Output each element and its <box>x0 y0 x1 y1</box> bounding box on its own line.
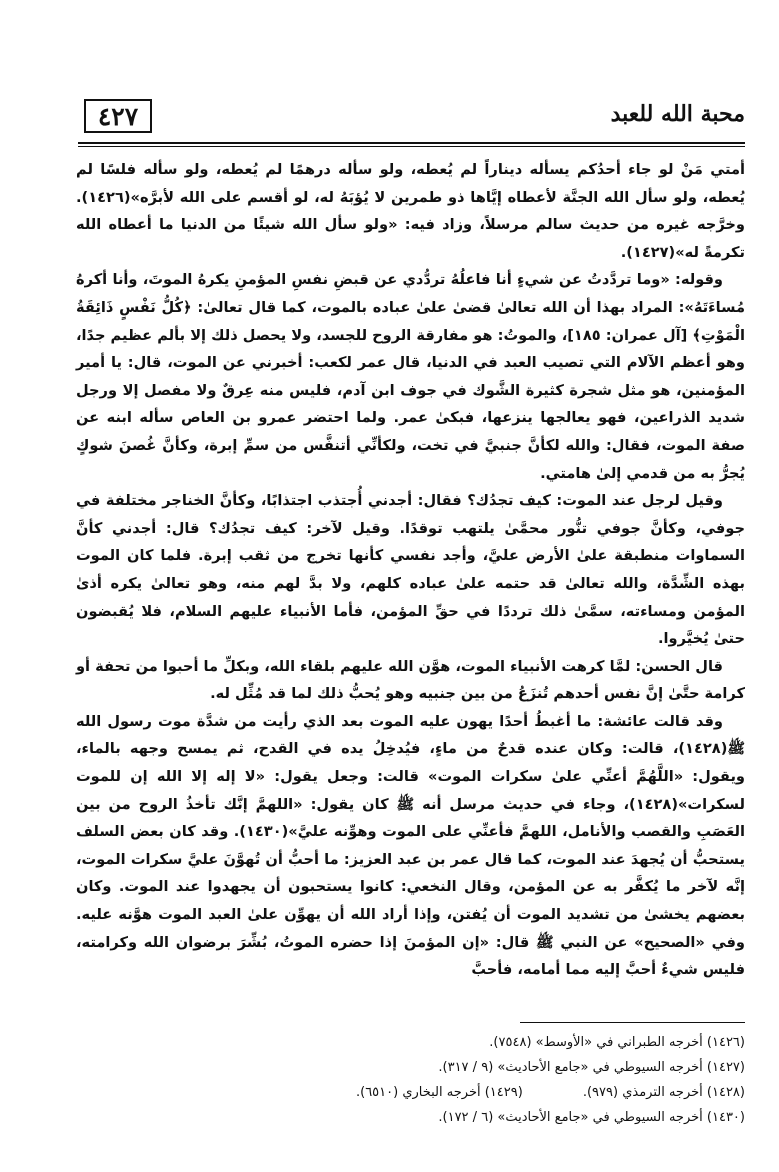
paragraph: وقيل لرجل عند الموت: كيف تجدُك؟ فقال: أجدني أُجتذب اجتذابًا، وكأنَّ الخناجر مختلفة في جوفي، وكأنَّ جوفي تنُّور محمَّىٰ يلتهب توقدًا. وقيل لآخر: كيف تجدُك؟ قال: أجدني كأنَّ السماوات منطبقة علىٰ الأرض عليَّ، وأجد نفسي كأنها تخرج من ثقب إبرة. فلما كان الموت بهذه الشِّدَّة، والله تعالىٰ قد حتمه علىٰ عباده كلهم، ولا بدَّ لهم منه، وهو تعالىٰ يكره أذىٰ المؤمن ومساءته، سمَّىٰ ذلك ترددًا في حقِّ المؤمن، فأما الأنبياء عليهم السلام، فلا يُقبضون حتىٰ يُخيَّروا. <box>76 492 745 648</box>
running-title: محبة الله للعبد <box>610 101 745 127</box>
footnote: (١٤٢٧) أخرجه السيوطي في «جامع الأحاديث» (٩ / ٣١٧). <box>438 1060 745 1075</box>
footnote: (١٤٢٩) أخرجه البخاري (٦٥١٠). <box>355 1085 523 1100</box>
paragraph: أمتي مَنْ لو جاء أحدُكم يسأله ديناراً لم يُعطه، ولو سأله درهمًا لم يُعطه، ولو سأله فلسًا لم يُعطه، ولو سأل الله الجنَّة لأعطاه إيَّاها ذو طمرين لا يُؤبَهُ له، لو أقسم على الله لأبرَّه»(١٤٢٦). وخرَّجه غيره من حديث سالم مرسلاً، وزاد فيه: «ولو سأل الله شيئًا من الدنيا ما أعطاه الله تكرمةً له»(١٤٢٧). <box>76 161 745 261</box>
page-number: ٤٢٧ <box>84 99 152 133</box>
footnote: (١٤٢٦) أخرجه الطبراني في «الأوسط» (٧٥٤٨). <box>489 1035 745 1050</box>
footnote-row <box>76 1080 745 1105</box>
paragraph: وقوله: «وما تردَّدتُ عن شيءٍ أنا فاعلُهُ تردُّدي عن قبضِ نفسِ المؤمنِ يكرهُ الموتَ، وأنا أكرهُ مُساءَتَهُ»: المراد بهذا أن الله تعالىٰ قضىٰ علىٰ عباده بالموت، كما قال تعالىٰ: ﴿كُلُّ نَفْسٍ ذَائِقَةُ الْمَوْتِ﴾ [آل عمران: ١٨٥]، والموتُ: هو مفارقة الروح للجسد، ولا يحصل ذلك إلا بألم عظيم جدًا، وهو أعظم الآلام التي تصيب العبد في الدنيا، قال عمر لكعب: أخبرني عن الموت، قال: يا أمير المؤمنين، هو مثل شجرة كثيرة الشَّوك في جوف ابن آدم، فليس منه عِرقٌ ولا مفصل إلا ورجل شديد الذراعين، فهو يعالجها ينزعها، فبكىٰ عمر. ولما احتضر عمرو بن العاص سأله ابنه عن صفة الموت، فقال: والله لكأنَّ جنبيَّ في تخت، ولكأنِّي أتنفَّس من سمِّ إبرة، وكأنَّ غُصنَ شوكٍ يُجرُّ به من قدمي إلىٰ هامتي. <box>75 271 745 482</box>
footnote: (١٤٣٠) أخرجه السيوطي في «جامع الأحاديث» (٦ / ١٧٢). <box>438 1110 745 1125</box>
header-rule <box>78 142 745 144</box>
page-header <box>78 95 745 137</box>
header-rule-thin <box>78 146 745 147</box>
footnote-rule <box>520 1022 745 1023</box>
main-text <box>76 156 745 984</box>
footnotes <box>76 1030 745 1130</box>
paragraph: قال الحسن: لمَّا كرهت الأنبياء الموت، هوَّن الله عليهم بلقاء الله، وبكلِّ ما أحبوا من تحفة أو كرامة حتَّىٰ إنَّ نفس أحدهم تُنزَعُ من بين جنبيه وهو يُحبُّ ذلك لما قد مُثِّل له. <box>75 657 745 703</box>
paragraph: وقد قالت عائشة: ما أغبطُ أحدًا يهون عليه الموت بعد الذي رأيت من شدَّة موت رسول الله ﷺ(١٤٢٨)، قالت: وكان عنده قدحٌ من ماءٍ، فيُدخِلُ يده في القدح، ثم يمسح وجهه بالماء، ويقول: «اللَّهُمَّ أعنِّي علىٰ سكرات الموت» قالت: وجعل يقول: «لا إله إلا الله إن للموت لسكرات»(١٤٢٨)، وجاء في حديث مرسل أنه ﷺ كان يقول: «اللهمَّ إنَّك تأخذُ الروح من بين العَصَبِ والقصب والأنامل، اللهمَّ فأعنِّي على الموت وهوِّنه عليَّ»(١٤٣٠). وقد كان بعض السلف يستحبُّ أن يُجهدَ عند الموت، كما قال عمر بن عبد العزيز: ما أحبُّ أن تُهوَّنَ عليَّ سكرات الموت، إنَّه لآخر ما يُكفَّر به عن المؤمن، وقال النخعي: كانوا يستحبون أن يجهدوا عند الموت. وكان بعضهم يخشىٰ من تشديد الموت أن يُفتن، وإذا أراد الله أن يهوِّن علىٰ العبد الموت هوَّنه عليه. وفي «الصحيح» عن النبي ﷺ قال: «إن المؤمنَ إذا حضره الموتُ، بُشِّرَ برضوان الله وكرامته، فليس شيءٌ أحبَّ إليه مما أمامه، فأحبَّ <box>76 712 745 979</box>
footnote: (١٤٢٨) أخرجه الترمذي (٩٧٩). <box>582 1085 745 1100</box>
